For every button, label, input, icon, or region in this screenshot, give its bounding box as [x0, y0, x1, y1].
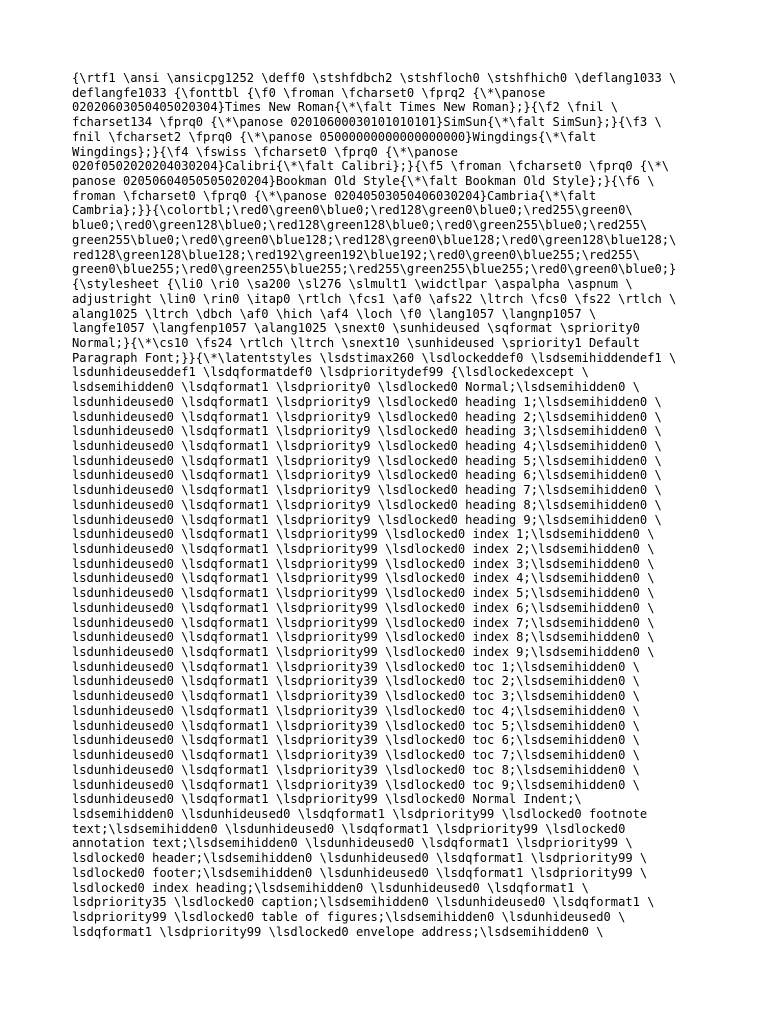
text-line: lsdunhideused0 \lsdqformat1 \lsdpriority99 \lsdlocked0 index 9;\lsdsemihidden0 \ — [72, 645, 655, 660]
rtf-source-text — [72, 71, 712, 939]
text-line: Paragraph Font;}}{\*\latentstyles \lsdstimax260 \lsdlockeddef0 \lsdsemihiddendef1 \ — [72, 350, 677, 365]
text-line: lsdunhideused0 \lsdqformat1 \lsdpriority39 \lsdlocked0 toc 3;\lsdsemihidden0 \ — [72, 689, 640, 704]
text-line: lsdunhideuseddef1 \lsdqformatdef0 \lsdprioritydef99 {\lsdlockedexcept \ — [72, 365, 589, 380]
text-line: lsdunhideused0 \lsdqformat1 \lsdpriority99 \lsdlocked0 index 6;\lsdsemihidden0 \ — [72, 600, 655, 615]
text-line: alang1025 \ltrch \dbch \af0 \hich \af4 \loch \f0 \lang1057 \langnp1057 \ — [72, 306, 597, 321]
text-line: lsdunhideused0 \lsdqformat1 \lsdpriority39 \lsdlocked0 toc 8;\lsdsemihidden0 \ — [72, 762, 640, 777]
text-line: lsdunhideused0 \lsdqformat1 \lsdpriority99 \lsdlocked0 index 3;\lsdsemihidden0 \ — [72, 556, 655, 571]
text-line: green255\blue0;\red0\green0\blue128;\red128\green0\blue128;\red0\green128\blue128;\ — [72, 232, 677, 247]
text-line: lsdlocked0 footer;\lsdsemihidden0 \lsdunhideused0 \lsdqformat1 \lsdpriority99 \ — [72, 865, 648, 880]
text-line: Cambria};}}{\colortbl;\red0\green0\blue0;\red128\green0\blue0;\red255\green0\ — [72, 203, 633, 218]
text-line: lsdunhideused0 \lsdqformat1 \lsdpriority39 \lsdlocked0 toc 7;\lsdsemihidden0 \ — [72, 748, 640, 763]
text-line: lsdpriority35 \lsdlocked0 caption;\lsdsemihidden0 \lsdunhideused0 \lsdqformat1 \ — [72, 895, 655, 910]
text-line: lsdunhideused0 \lsdqformat1 \lsdpriority39 \lsdlocked0 toc 2;\lsdsemihidden0 \ — [72, 674, 640, 689]
text-line: lsdunhideused0 \lsdqformat1 \lsdpriority99 \lsdlocked0 index 1;\lsdsemihidden0 \ — [72, 527, 655, 542]
text-line: {\stylesheet {\li0 \ri0 \sa200 \sl276 \slmult1 \widctlpar \aspalpha \aspnum \ — [72, 277, 633, 292]
text-line: lsdunhideused0 \lsdqformat1 \lsdpriority99 \lsdlocked0 index 2;\lsdsemihidden0 \ — [72, 542, 655, 556]
text-line: lsdunhideused0 \lsdqformat1 \lsdpriority9 \lsdlocked0 heading 3;\lsdsemihidden0 \ — [72, 424, 662, 439]
text-line: lsdunhideused0 \lsdqformat1 \lsdpriority99 \lsdlocked0 Normal Indent;\ — [72, 792, 582, 807]
text-line: lsdlocked0 header;\lsdsemihidden0 \lsdunhideused0 \lsdqformat1 \lsdpriority99 \ — [72, 851, 648, 866]
text-line: annotation text;\lsdsemihidden0 \lsdunhideused0 \lsdqformat1 \lsdpriority99 \ — [72, 836, 633, 851]
text-line: lsdlocked0 index heading;\lsdsemihidden0 \lsdunhideused0 \lsdqformat1 \ — [72, 880, 589, 895]
text-line: fnil \fcharset2 \fprq0 {\*\panose 05000000000000000000}Wingdings{\*\falt — [72, 129, 597, 144]
text-line: lsdunhideused0 \lsdqformat1 \lsdpriority99 \lsdlocked0 index 8;\lsdsemihidden0 \ — [72, 630, 655, 645]
text-line: red128\green128\blue128;\red192\green192\blue192;\red0\green0\blue255;\red255\ — [72, 247, 640, 262]
text-line: adjustright \lin0 \rin0 \itap0 \rtlch \fcs1 \af0 \afs22 \ltrch \fcs0 \fs22 \rtlch \ — [72, 291, 677, 306]
text-line: langfe1057 \langfenp1057 \alang1025 \snext0 \sunhideused \sqformat \spriority0 — [72, 321, 640, 336]
text-line: lsdqformat1 \lsdpriority99 \lsdlocked0 envelope address;\lsdsemihidden0 \ — [72, 924, 604, 939]
text-line: blue0;\red0\green128\blue0;\red128\green128\blue0;\red0\green255\blue0;\red255\ — [72, 218, 648, 233]
text-line: 020f0502020204030204}Calibri{\*\falt Calibri};}{\f5 \froman \fcharset0 \fprq0 {\*\ — [72, 159, 670, 174]
text-line: fcharset134 \fprq0 {\*\panose 02010600030101010101}SimSun{\*\falt SimSun};}{\f3 \ — [72, 115, 662, 130]
text-line: lsdunhideused0 \lsdqformat1 \lsdpriority39 \lsdlocked0 toc 5;\lsdsemihidden0 \ — [72, 718, 640, 733]
text-line: 02020603050405020304}Times New Roman{\*\falt Times New Roman};}{\f2 \fnil \ — [72, 100, 619, 115]
text-line: lsdpriority99 \lsdlocked0 table of figures;\lsdsemihidden0 \lsdunhideused0 \ — [72, 909, 626, 924]
text-line: panose 02050604050505020204}Bookman Old Style{\*\falt Bookman Old Style};}{\f6 \ — [72, 174, 655, 189]
text-line: froman \fcharset0 \fprq0 {\*\panose 02040503050406030204}Cambria{\*\falt — [72, 188, 597, 203]
text-line: lsdunhideused0 \lsdqformat1 \lsdpriority9 \lsdlocked0 heading 8;\lsdsemihidden0 \ — [72, 497, 662, 512]
text-line: deflangfe1033 {\fonttbl {\f0 \froman \fcharset0 \fprq2 {\*\panose — [72, 85, 546, 100]
text-line: lsdsemihidden0 \lsdqformat1 \lsdpriority0 \lsdlocked0 Normal;\lsdsemihidden0 \ — [72, 380, 640, 395]
text-line: text;\lsdsemihidden0 \lsdunhideused0 \lsdqformat1 \lsdpriority99 \lsdlocked0 — [72, 821, 626, 836]
text-line: lsdunhideused0 \lsdqformat1 \lsdpriority99 \lsdlocked0 index 7;\lsdsemihidden0 \ — [72, 615, 655, 630]
text-line: lsdunhideused0 \lsdqformat1 \lsdpriority9 \lsdlocked0 heading 6;\lsdsemihidden0 \ — [72, 468, 662, 483]
text-line: lsdunhideused0 \lsdqformat1 \lsdpriority9 \lsdlocked0 heading 1;\lsdsemihidden0 \ — [72, 394, 662, 409]
text-line: lsdunhideused0 \lsdqformat1 \lsdpriority9 \lsdlocked0 heading 4;\lsdsemihidden0 \ — [72, 438, 662, 453]
text-line: Normal;}{\*\cs10 \fs24 \rtlch \ltrch \snext10 \sunhideused \spriority1 Default — [72, 335, 640, 350]
text-line: {\rtf1 \ansi \ansicpg1252 \deff0 \stshfdbch2 \stshfloch0 \stshfhich0 \deflang1033 \ — [72, 71, 677, 85]
text-line: lsdunhideused0 \lsdqformat1 \lsdpriority99 \lsdlocked0 index 4;\lsdsemihidden0 \ — [72, 571, 655, 586]
text-line: Wingdings};}{\f4 \fswiss \fcharset0 \fprq0 {\*\panose — [72, 144, 458, 159]
text-line: lsdunhideused0 \lsdqformat1 \lsdpriority39 \lsdlocked0 toc 4;\lsdsemihidden0 \ — [72, 703, 640, 718]
text-line: lsdunhideused0 \lsdqformat1 \lsdpriority9 \lsdlocked0 heading 9;\lsdsemihidden0 \ — [72, 512, 662, 527]
text-line: lsdsemihidden0 \lsdunhideused0 \lsdqformat1 \lsdpriority99 \lsdlocked0 footnote — [72, 806, 648, 821]
text-line: lsdunhideused0 \lsdqformat1 \lsdpriority9 \lsdlocked0 heading 7;\lsdsemihidden0 \ — [72, 483, 662, 498]
text-line: lsdunhideused0 \lsdqformat1 \lsdpriority39 \lsdlocked0 toc 6;\lsdsemihidden0 \ — [72, 733, 640, 748]
text-line: green0\blue255;\red0\green255\blue255;\red255\green255\blue255;\red0\green0\blue0;} — [72, 262, 677, 277]
text-line: lsdunhideused0 \lsdqformat1 \lsdpriority99 \lsdlocked0 index 5;\lsdsemihidden0 \ — [72, 586, 655, 601]
text-line: lsdunhideused0 \lsdqformat1 \lsdpriority9 \lsdlocked0 heading 2;\lsdsemihidden0 \ — [72, 409, 662, 424]
text-line: lsdunhideused0 \lsdqformat1 \lsdpriority39 \lsdlocked0 toc 1;\lsdsemihidden0 \ — [72, 659, 640, 674]
text-line: lsdunhideused0 \lsdqformat1 \lsdpriority39 \lsdlocked0 toc 9;\lsdsemihidden0 \ — [72, 777, 640, 792]
text-line: lsdunhideused0 \lsdqformat1 \lsdpriority9 \lsdlocked0 heading 5;\lsdsemihidden0 \ — [72, 453, 662, 468]
